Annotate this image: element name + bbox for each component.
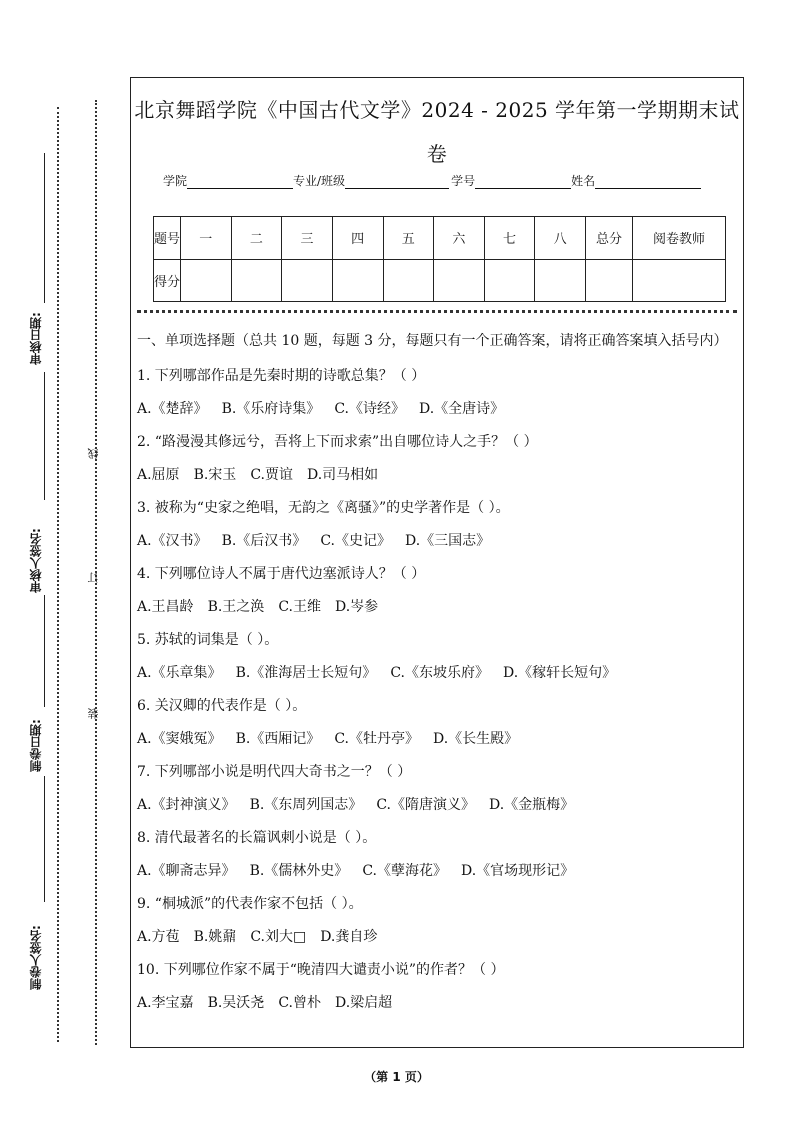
option-B: B.《西厢记》	[235, 731, 321, 747]
option-A: A.屈原	[137, 467, 180, 483]
exam-title	[131, 88, 743, 176]
side-rule	[44, 153, 45, 303]
col-5: 五	[383, 217, 434, 260]
student-id-blank[interactable]	[475, 176, 571, 189]
col-total: 总分	[586, 217, 633, 260]
option-D: D.《三国志》	[404, 533, 491, 549]
option-C: C.曾朴	[278, 995, 321, 1011]
option-B: B.《东周列国志》	[249, 797, 363, 813]
score-table	[153, 216, 726, 302]
college-blank[interactable]	[187, 176, 293, 189]
option-A: A.王昌龄	[137, 599, 194, 615]
score-cell[interactable]	[535, 259, 586, 302]
options-row	[137, 855, 737, 888]
review-date-label: 审核日期:	[29, 312, 43, 365]
option-B: B.《乐府诗集》	[221, 401, 321, 417]
score-label: 得分	[154, 259, 181, 302]
score-cell[interactable]	[434, 259, 485, 302]
question-4: 4. 下列哪位诗人不属于唐代边塞派诗人？（ ）	[137, 566, 426, 582]
page-footer: （第 1 页）	[364, 1070, 429, 1084]
score-header-row	[154, 217, 726, 260]
score-cell[interactable]	[332, 259, 383, 302]
reviewer-sign-label: 审核人签名:	[29, 528, 43, 593]
option-A: A.方苞	[137, 929, 180, 945]
question-8: 8. 清代最著名的长篇讽刺小说是（ ）。	[137, 830, 377, 846]
make-date-label: 制卷日期:	[29, 719, 43, 772]
option-A: A.《楚辞》	[137, 401, 208, 417]
maker-sign-label: 制卷人签名:	[29, 925, 43, 990]
option-A: A.《聊斋志异》	[137, 863, 236, 879]
exam-frame	[130, 77, 744, 1048]
bind-ding-char: 订	[87, 572, 100, 583]
option-D: D.《稼轩长短句》	[502, 665, 617, 681]
question-2: 2. “路漫漫其修远兮，吾将上下而求索”出自哪位诗人之手？（ ）	[137, 434, 538, 450]
college-label: 学院	[163, 174, 188, 188]
option-B: B.姚鼐	[193, 929, 237, 945]
option-C: C.《孽海花》	[362, 863, 447, 879]
option-C: C.刘大□	[250, 929, 307, 945]
options-row	[137, 591, 737, 624]
option-C: C.王维	[278, 599, 321, 615]
student-id-label: 学号	[451, 174, 476, 188]
option-A: A.《乐章集》	[137, 665, 222, 681]
student-info-row	[163, 172, 701, 189]
option-D: D.《全唐诗》	[418, 401, 505, 417]
title-line-2: 卷	[426, 142, 448, 166]
question-7: 7. 下列哪部小说是明代四大奇书之一？（ ）	[137, 764, 412, 780]
question-9: 9. “桐城派”的代表作家不包括（ ）。	[137, 896, 363, 912]
bind-line-char: 线	[87, 448, 100, 459]
name-blank[interactable]	[595, 176, 701, 189]
option-D: D.司马相如	[306, 467, 379, 483]
side-rule	[44, 595, 45, 707]
option-D: D.岑参	[334, 599, 379, 615]
option-D: D.梁启超	[334, 995, 393, 1011]
side-rule	[44, 372, 45, 500]
question-10: 10. 下列哪位作家不属于“晚清四大谴责小说”的作者？（ ）	[137, 962, 505, 978]
option-C: C.《隋唐演义》	[376, 797, 475, 813]
options-row	[137, 789, 737, 822]
score-cell[interactable]	[586, 259, 633, 302]
col-8: 八	[535, 217, 586, 260]
header-label: 题号	[154, 217, 181, 260]
option-C: C.《史记》	[320, 533, 391, 549]
question-3: 3. 被称为“史家之绝唱，无韵之《离骚》”的史学著作是（ ）。	[137, 500, 510, 516]
col-3: 三	[282, 217, 333, 260]
score-cell[interactable]	[231, 259, 282, 302]
option-A: A.《封神演义》	[137, 797, 236, 813]
options-row	[137, 987, 737, 1020]
major-blank[interactable]	[345, 176, 449, 189]
option-B: B.《淮海居士长短句》	[235, 665, 377, 681]
option-C: C.《诗经》	[334, 401, 405, 417]
section-heading: 一、单项选择题（总共 10 题，每题 3 分，每题只有一个正确答案，请将正确答案填入括号内）	[137, 333, 728, 349]
col-2: 二	[231, 217, 282, 260]
dotted-separator	[137, 310, 737, 313]
option-C: C.贾谊	[250, 467, 293, 483]
col-6: 六	[434, 217, 485, 260]
side-rule	[44, 776, 45, 902]
option-D: D.龚自珍	[320, 929, 378, 945]
options-row	[137, 921, 737, 954]
option-D: D.《官场现形记》	[460, 863, 575, 879]
col-7: 七	[484, 217, 535, 260]
score-value-row	[154, 259, 726, 302]
major-label: 专业/班级	[293, 174, 346, 188]
col-1: 一	[181, 217, 232, 260]
option-D: D.《长生殿》	[432, 731, 519, 747]
name-label: 姓名	[571, 174, 596, 188]
question-6: 6. 关汉卿的代表作是（ ）。	[137, 698, 307, 714]
option-C: C.《牡丹亭》	[334, 731, 419, 747]
option-B: B.宋玉	[193, 467, 237, 483]
question-list	[137, 360, 737, 1020]
options-row	[137, 525, 737, 558]
score-cell[interactable]	[181, 259, 232, 302]
option-C: C.《东坡乐府》	[390, 665, 489, 681]
col-grader: 阅卷教师	[633, 217, 726, 260]
options-row	[137, 393, 737, 426]
question-1: 1. 下列哪部作品是先秦时期的诗歌总集？（ ）	[137, 368, 426, 384]
options-row	[137, 657, 737, 690]
option-A: A.《窦娥冤》	[137, 731, 222, 747]
option-D: D.《金瓶梅》	[488, 797, 575, 813]
bind-zhuang-char: 装	[87, 708, 100, 719]
options-row	[137, 459, 737, 492]
score-cell[interactable]	[633, 259, 726, 302]
questions-section	[137, 330, 737, 1020]
col-4: 四	[332, 217, 383, 260]
option-B: B.《后汉书》	[221, 533, 307, 549]
option-B: B.王之涣	[207, 599, 265, 615]
option-B: B.《儒林外史》	[249, 863, 349, 879]
score-cell[interactable]	[484, 259, 535, 302]
option-B: B.吴沃尧	[207, 995, 265, 1011]
score-cell[interactable]	[383, 259, 434, 302]
options-row	[137, 723, 737, 756]
title-line-1: 北京舞蹈学院《中国古代文学》2024 - 2025 学年第一学期期末试	[134, 98, 740, 122]
question-5: 5. 苏轼的词集是（ ）。	[137, 632, 279, 648]
option-A: A.《汉书》	[137, 533, 208, 549]
option-A: A.李宝嘉	[137, 995, 194, 1011]
binding-dotted-line	[57, 107, 59, 1042]
score-cell[interactable]	[282, 259, 333, 302]
